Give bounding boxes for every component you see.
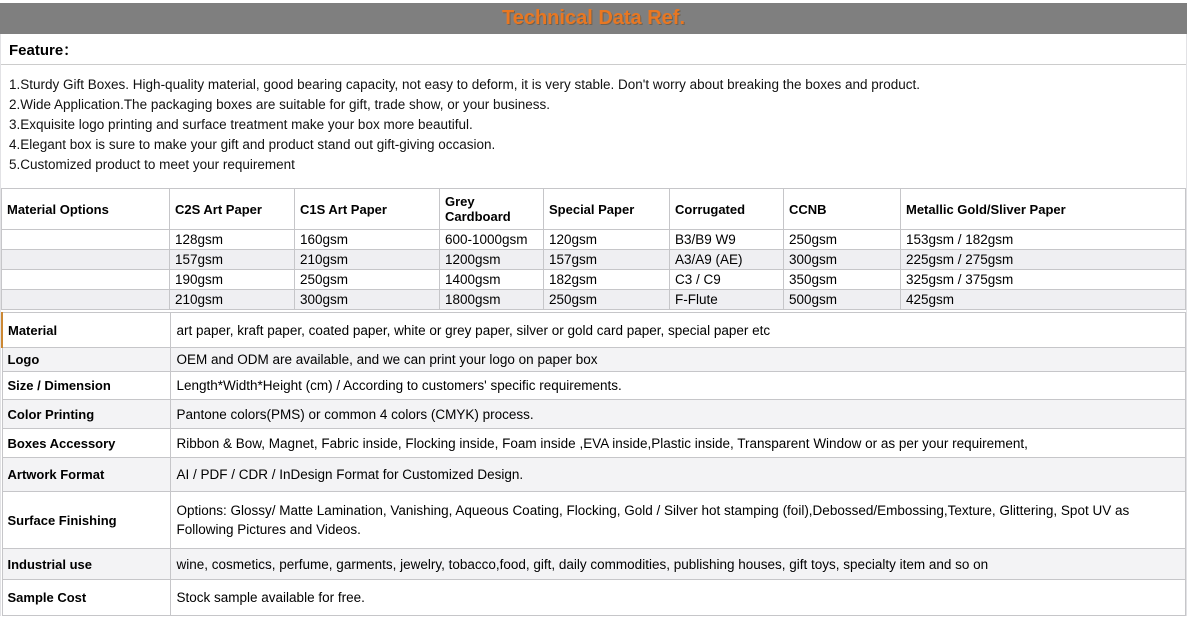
materials-table-body (2, 230, 1186, 310)
materials-cell: 120gsm (544, 230, 670, 250)
spec-row-label: Color Printing (2, 400, 170, 429)
materials-cell: B3/B9 W9 (670, 230, 784, 250)
materials-table (1, 188, 1186, 310)
page-title: Technical Data Ref. (501, 7, 686, 29)
materials-header-cell: C1S Art Paper (295, 189, 440, 230)
materials-cell (2, 250, 170, 270)
materials-cell: 500gsm (784, 290, 901, 310)
materials-row (2, 250, 1186, 270)
spec-row-value: AI / PDF / CDR / InDesign Format for Customized Design. (170, 458, 1186, 492)
spec-row (2, 372, 1186, 400)
materials-cell: 190gsm (170, 270, 295, 290)
materials-cell (2, 270, 170, 290)
materials-header-cell: C2S Art Paper (170, 189, 295, 230)
spec-row (2, 429, 1186, 458)
materials-header-cell: Grey Cardboard (440, 189, 544, 230)
spec-row (2, 580, 1186, 616)
spec-row-label: Logo (2, 348, 170, 372)
spec-row-value: art paper, kraft paper, coated paper, white or grey paper, silver or gold card paper, special paper etc (170, 313, 1186, 348)
spec-row-value: Pantone colors(PMS) or common 4 colors (CMYK) process. (170, 400, 1186, 429)
materials-cell: 300gsm (784, 250, 901, 270)
materials-row (2, 290, 1186, 310)
spec-row-label: Surface Finishing (2, 492, 170, 549)
materials-cell: 250gsm (784, 230, 901, 250)
page-root (0, 3, 1187, 623)
materials-cell: 300gsm (295, 290, 440, 310)
spec-row-label: Artwork Format (2, 458, 170, 492)
materials-cell: 182gsm (544, 270, 670, 290)
materials-header-cell: Corrugated (670, 189, 784, 230)
materials-cell: 1800gsm (440, 290, 544, 310)
materials-header-cell: Metallic Gold/Sliver Paper (901, 189, 1186, 230)
materials-cell: 250gsm (544, 290, 670, 310)
spec-table (1, 312, 1186, 616)
materials-cell: F-Flute (670, 290, 784, 310)
spec-row (2, 458, 1186, 492)
materials-cell: 1200gsm (440, 250, 544, 270)
materials-header-cell: CCNB (784, 189, 901, 230)
materials-row (2, 230, 1186, 250)
materials-header-cell: Special Paper (544, 189, 670, 230)
feature-item: 3.Exquisite logo printing and surface treatment make your box more beautiful. (9, 117, 473, 132)
spec-row-label: Industrial use (2, 549, 170, 580)
materials-cell: 425gsm (901, 290, 1186, 310)
feature-list (1, 65, 1186, 188)
materials-cell: A3/A9 (AE) (670, 250, 784, 270)
feature-heading: Feature： (1, 34, 1186, 65)
spec-row-value: wine, cosmetics, perfume, garments, jewelry, tobacco,food, gift, daily commodities, publishing houses, gift toys, specialty item and so on (170, 549, 1186, 580)
spec-row (2, 549, 1186, 580)
materials-row (2, 270, 1186, 290)
materials-cell: 157gsm (170, 250, 295, 270)
materials-cell (2, 230, 170, 250)
materials-header-cell: Material Options (2, 189, 170, 230)
spec-row-value: Stock sample available for free. (170, 580, 1186, 616)
feature-item: 4.Elegant box is sure to make your gift and product stand out gift-giving occasion. (9, 137, 496, 152)
materials-cell: 160gsm (295, 230, 440, 250)
spec-row-value: OEM and ODM are available, and we can print your logo on paper box (170, 348, 1186, 372)
content-area (0, 34, 1187, 616)
title-bar (0, 3, 1187, 34)
materials-cell: 210gsm (295, 250, 440, 270)
spec-row (2, 492, 1186, 549)
materials-cell: 157gsm (544, 250, 670, 270)
spec-row-value: Length*Width*Height (cm) / According to customers' specific requirements. (170, 372, 1186, 400)
materials-cell: 210gsm (170, 290, 295, 310)
materials-cell: C3 / C9 (670, 270, 784, 290)
materials-header-row (2, 189, 1186, 230)
spec-row-label: Sample Cost (2, 580, 170, 616)
spec-row-value: Ribbon & Bow, Magnet, Fabric inside, Flocking inside, Foam inside ,EVA inside,Plastic inside, Transparent Window or as per your requirement, (170, 429, 1186, 458)
materials-cell: 600-1000gsm (440, 230, 544, 250)
feature-item: 2.Wide Application.The packaging boxes are suitable for gift, trade show, or your business. (9, 97, 551, 112)
spec-row-label: Size / Dimension (2, 372, 170, 400)
materials-cell: 225gsm / 275gsm (901, 250, 1186, 270)
feature-item: 1.Sturdy Gift Boxes. High-quality material, good bearing capacity, not easy to deform, it is very stable. Don't worry about breaking the boxes and product. (9, 77, 921, 92)
spec-row-label: Boxes Accessory (2, 429, 170, 458)
spec-row (2, 348, 1186, 372)
spec-row-value: Options: Glossy/ Matte Lamination, Vanishing, Aqueous Coating, Flocking, Gold / Silver hot stamping (foil),Debossed/Embossing,Texture, Glittering, Spot UV as Following Pictures and Videos. (170, 492, 1186, 549)
materials-cell: 350gsm (784, 270, 901, 290)
feature-item: 5.Customized product to meet your requirement (9, 157, 295, 172)
materials-cell: 325gsm / 375gsm (901, 270, 1186, 290)
materials-cell: 128gsm (170, 230, 295, 250)
materials-cell: 250gsm (295, 270, 440, 290)
materials-cell: 1400gsm (440, 270, 544, 290)
spec-row-label: Material (2, 313, 170, 348)
spec-table-body (2, 313, 1186, 616)
spec-row (2, 400, 1186, 429)
materials-cell (2, 290, 170, 310)
spec-row (2, 313, 1186, 348)
materials-cell: 153gsm / 182gsm (901, 230, 1186, 250)
